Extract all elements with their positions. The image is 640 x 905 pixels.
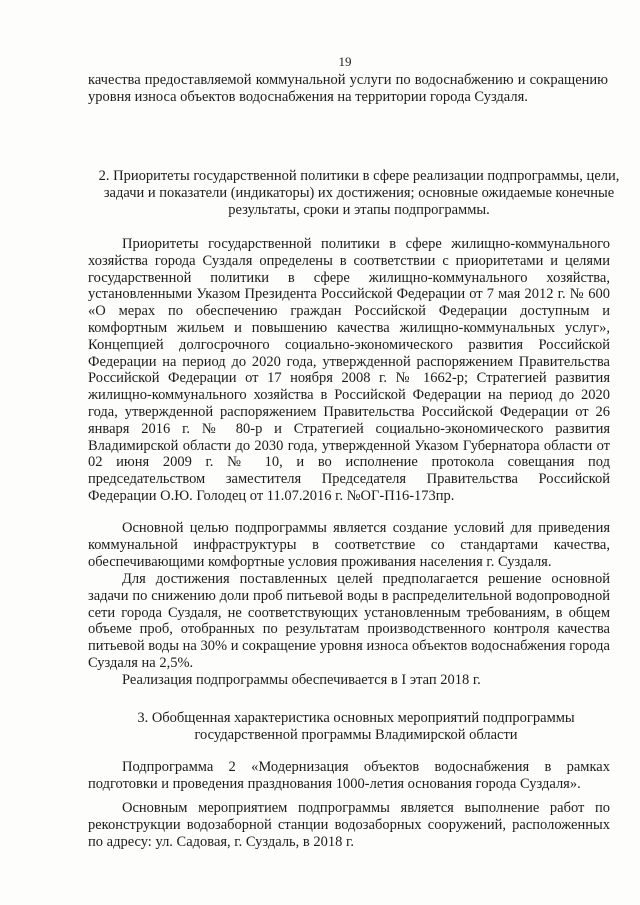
page-number: 19 [338, 54, 352, 69]
section-3-paragraph-main-activity: Основным мероприятием подпрограммы является выполнение работ по реконструкции водозаборной станции водозаборных сооружений, расположенных по адресу: ул. Садовая, г. Суздаль, в 2018 г. [88, 800, 610, 850]
section-2-heading: 2. Приоритеты государственной политики в сфере реализации подпрограммы, цели, задачи и показатели (индикаторы) их достижения; основные ожидаемые конечные результаты, сроки и этапы подпрограммы. [98, 168, 620, 218]
section-2-paragraph-goal: Основной целью подпрограммы является создание условий для приведения коммунальной инфраструктуры в соответствие со стандартами качества, обеспечивающими комфортные условия проживания населения г. Суздаля. [88, 520, 610, 570]
section-2-paragraph-stage: Реализация подпрограммы обеспечивается в I этап 2018 г. [122, 672, 481, 688]
section-3-heading: 3. Обобщенная характеристика основных мероприятий подпрограммы государственной программы Владимирской области [137, 710, 575, 743]
section-2-paragraph-priorities: Приоритеты государственной политики в сфере жилищно-коммунального хозяйства города Суздаля определены в соответствии с приоритетами и целями государственной политики в сфере жилищно-коммунального хозяйства, установленными Указом Президента Российской Федерации от 7 мая 2012 г. № 600 «О мерах по обеспечению граждан Российской Федерации доступным и комфортным жильем и повышению качества жилищно-коммунальных услуг», Концепцией долгосрочного социально-экономического развития Российской Федерации на период до 2020 года, утвержденной распоряжением Правительства Российской Федерации от 17 ноября 2008 г. № 1662-р; Стратегией развития жилищно-коммунального хозяйства в Российской Федерации на период до 2020 года, утвержденной распоряжением Правительства Российской Федерации от 26 января 2016 г. № 80-р и Стратегией социально-экономического развития Владимирской области до 2030 года, утвержденной Указом Губернатора области от 02 июня 2009 г. № 10, и во исполнение протокола совещания под председательством заместителя Председателя Правительства Российской Федерации О.Ю. Голодец от 11.07.2016 г. №ОГ-П16-173пр. [88, 236, 610, 504]
intro-paragraph: качества предоставляемой коммунальной услуги по водоснабжению и сокращению уровня износа объектов водоснабжения на территории города Суздаля. [88, 72, 608, 105]
section-3-paragraph-subprogram: Подпрограмма 2 «Модернизация объектов водоснабжения в рамках подготовки и проведения празднования 1000-летия основания города Суздаля». [88, 759, 610, 792]
section-2-paragraph-tasks: Для достижения поставленных целей предполагается решение основной задачи по снижению доли проб питьевой воды в распределительной водопроводной сети города Суздаля, не соответствующих установленным требованиям, в общем объеме проб, отобранных по результатам производственного контроля качества питьевой воды на 30% и сокращение уровня износа объектов водоснабжения города Суздаля на 2,5%. [88, 571, 610, 671]
